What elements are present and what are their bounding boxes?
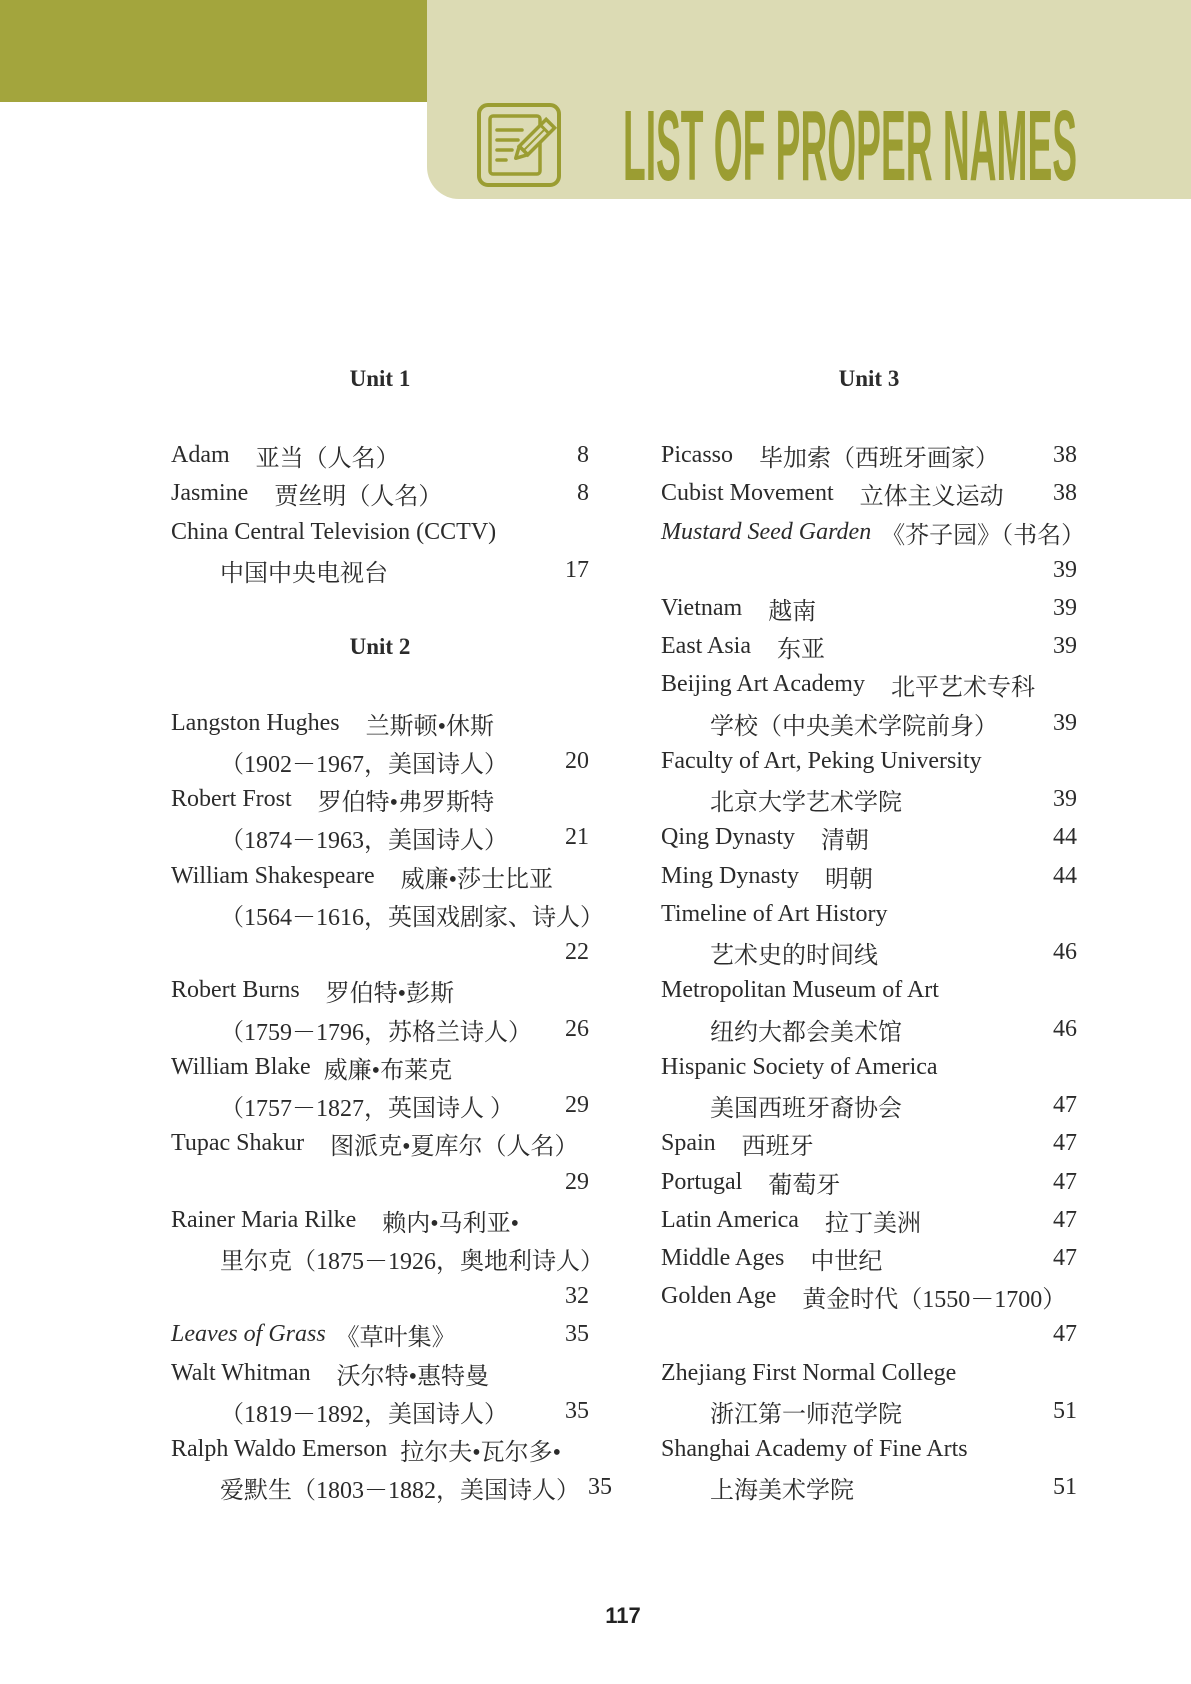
entry-term: Shanghai Academy of Fine Arts xyxy=(661,1436,968,1463)
entry-translation: 中世纪 xyxy=(810,1249,883,1275)
entry-translation: 美国西班牙裔协会 xyxy=(710,1096,902,1123)
entry-row xyxy=(171,1431,589,1469)
entry-term: William Blake xyxy=(171,1053,311,1080)
entry-row xyxy=(171,436,589,474)
entry-term: China Central Television (CCTV) xyxy=(171,518,497,545)
entry-row xyxy=(661,1201,1077,1239)
entry-row-continued xyxy=(661,1316,1077,1354)
entry-translation: 沃尔特•惠特曼 xyxy=(336,1363,489,1390)
entry-row xyxy=(661,895,1077,933)
unit-heading: Unit 3 xyxy=(838,366,900,392)
entry-row xyxy=(171,475,589,513)
entry-term: Robert Burns xyxy=(171,977,300,1004)
entry-row-continued xyxy=(661,1469,1077,1507)
entry-row-continued xyxy=(171,1392,589,1430)
entry-translation: 明朝 xyxy=(825,866,873,893)
entry-row xyxy=(171,1201,589,1239)
entry-row xyxy=(661,1431,1077,1469)
entry-translation: 越南 xyxy=(768,599,817,626)
entry-row xyxy=(661,1278,1077,1316)
entry-row-continued xyxy=(171,742,589,780)
entry-detail: （1902－1967，美国诗人） xyxy=(220,751,508,778)
entry-row xyxy=(171,1048,589,1086)
entry-term: East Asia xyxy=(661,633,751,660)
entry-translation: 东亚 xyxy=(777,637,825,664)
entry-translation: 毕加索（西班牙画家） xyxy=(759,446,999,473)
entry-term: Picasso xyxy=(661,442,733,469)
entry-row xyxy=(661,857,1077,895)
entry-page: 46 xyxy=(1053,1015,1077,1042)
entry-term: Adam xyxy=(171,442,230,469)
entry-term: Spain xyxy=(661,1130,716,1157)
entry-term: Beijing Art Academy xyxy=(661,671,865,698)
entry-translation: 兰斯顿•休斯 xyxy=(365,713,495,740)
entry-translation: 浙江第一师范学院 xyxy=(710,1401,902,1428)
entry-page: 51 xyxy=(1053,1397,1077,1424)
entry-term: Qing Dynasty xyxy=(661,824,795,851)
entry-row xyxy=(661,666,1077,704)
entry-translation: 威廉•莎士比亚 xyxy=(400,866,554,893)
entry-translation: 亚当（人名） xyxy=(255,446,400,473)
entry-detail: 里尔克（1875－1926，奥地利诗人） xyxy=(220,1249,604,1275)
entry-term: Tupac Shakur xyxy=(171,1130,305,1157)
entry-term: Vietnam xyxy=(661,595,743,622)
entry-term: Timeline of Art History xyxy=(661,900,888,927)
entry-row xyxy=(661,1163,1077,1201)
right-column xyxy=(661,360,1086,1507)
entry-term: Middle Ages xyxy=(661,1245,785,1271)
entry-row xyxy=(661,589,1077,627)
entry-page: 35 xyxy=(588,1474,612,1501)
entry-translation: 艺术史的时间线 xyxy=(710,943,878,970)
entry-translation: 赖内•马利亚• xyxy=(382,1210,520,1237)
entry-page: 38 xyxy=(1053,480,1077,507)
entry-detail: 爱默生（1803－1882，美国诗人） xyxy=(220,1478,580,1505)
entry-row xyxy=(661,513,1086,551)
entry-term: Ralph Waldo Emerson xyxy=(171,1436,388,1463)
entry-term: Metropolitan Museum of Art xyxy=(661,977,939,1004)
entry-term: Portugal xyxy=(661,1168,743,1195)
row-spacer xyxy=(171,589,589,627)
entry-term: Rainer Maria Rilke xyxy=(171,1206,357,1233)
entry-page: 47 xyxy=(1053,1130,1077,1157)
entry-row-continued xyxy=(661,934,1077,972)
entry-translation: 上海美术学院 xyxy=(710,1478,854,1505)
entry-page: 47 xyxy=(1053,1206,1077,1233)
entry-detail: （1757－1827，英国诗人 ） xyxy=(220,1096,514,1123)
entry-term: Ming Dynasty xyxy=(661,862,799,889)
entry-row-continued xyxy=(171,1469,612,1507)
entry-detail: （1759－1796，苏格兰诗人） xyxy=(220,1019,532,1046)
entry-translation: 清朝 xyxy=(821,828,869,855)
entry-page: 29 xyxy=(565,1092,589,1119)
entry-translation: 黄金时代（1550－1700） xyxy=(802,1287,1067,1314)
entry-page: 47 xyxy=(1053,1168,1077,1195)
entry-page: 51 xyxy=(1053,1474,1077,1501)
entry-row xyxy=(661,742,1077,780)
entry-page: 44 xyxy=(1053,824,1077,851)
entry-page: 44 xyxy=(1053,862,1077,889)
page-title-text: LIST OF PROPER NAMES xyxy=(623,90,1077,202)
entry-translation: 图派克•夏库尔（人名） xyxy=(330,1134,579,1161)
entry-translation: 拉丁美洲 xyxy=(824,1210,921,1237)
entry-page: 20 xyxy=(565,747,589,774)
entry-row-continued xyxy=(661,704,1077,742)
entry-term: Cubist Movement xyxy=(661,480,834,507)
entry-page: 39 xyxy=(1053,595,1077,622)
entry-page: 47 xyxy=(1053,1245,1077,1271)
entry-row-continued xyxy=(661,1392,1077,1430)
entry-row-continued xyxy=(171,934,589,972)
entry-row xyxy=(171,513,589,551)
row-spacer xyxy=(661,398,1077,436)
entry-detail: （1819－1892，美国诗人） xyxy=(220,1401,508,1428)
entry-page: 32 xyxy=(565,1283,589,1310)
entry-term: Langston Hughes xyxy=(171,709,340,736)
entry-translation: 罗伯特•弗罗斯特 xyxy=(317,790,495,817)
notepad-pencil-icon xyxy=(476,102,562,188)
entry-row-continued xyxy=(171,1010,589,1048)
entry-row-continued xyxy=(171,1278,589,1316)
entry-term: Golden Age xyxy=(661,1283,777,1310)
entry-page: 35 xyxy=(565,1397,589,1424)
entry-term: Robert Frost xyxy=(171,786,292,813)
entry-page: 46 xyxy=(1053,939,1077,966)
entry-page: 22 xyxy=(565,939,589,966)
entry-row xyxy=(661,475,1077,513)
entry-row-continued xyxy=(661,1010,1077,1048)
entry-page: 8 xyxy=(577,442,589,469)
entry-translation: 拉尔夫•瓦尔多• xyxy=(400,1440,562,1467)
entry-page: 39 xyxy=(1053,709,1077,736)
entry-page: 47 xyxy=(1053,1321,1077,1348)
entry-row-continued xyxy=(171,1086,589,1124)
entry-detail: 学校（中央美术学院前身） xyxy=(710,713,998,740)
entry-term: Jasmine xyxy=(171,480,249,507)
entry-translation: 立体主义运动 xyxy=(859,484,1004,511)
entry-page: 26 xyxy=(565,1015,589,1042)
entry-page: 29 xyxy=(565,1168,589,1195)
entry-translation: 西班牙 xyxy=(741,1134,814,1161)
entry-page: 39 xyxy=(1053,786,1077,813)
entry-term: Mustard Seed Garden xyxy=(661,518,872,545)
entry-row xyxy=(171,704,589,742)
entry-detail: （1564－1616，英国戏剧家、诗人） xyxy=(220,904,604,931)
entry-row xyxy=(171,1354,589,1392)
entry-translation: 北平艺术专科 xyxy=(890,675,1035,702)
entry-page: 39 xyxy=(1053,633,1077,660)
entry-row xyxy=(661,972,1077,1010)
row-spacer xyxy=(171,666,589,704)
entry-row-continued xyxy=(171,819,589,857)
entry-row-continued xyxy=(171,551,589,589)
entry-term: Latin America xyxy=(661,1206,799,1233)
entry-term: Faculty of Art, Peking University xyxy=(661,747,982,774)
entry-translation: 中国中央电视台 xyxy=(220,560,388,587)
entry-row xyxy=(171,1125,589,1163)
entry-row xyxy=(171,781,589,819)
entry-row-continued xyxy=(661,781,1077,819)
entry-row xyxy=(661,1125,1077,1163)
page-title xyxy=(623,90,1087,202)
page-number: 117 xyxy=(605,1603,641,1628)
entry-page: 35 xyxy=(565,1321,589,1348)
entry-translation: 北京大学艺术学院 xyxy=(710,790,902,817)
entry-term: William Shakespeare xyxy=(171,862,375,889)
entry-row xyxy=(661,1354,1077,1392)
entry-page: 47 xyxy=(1053,1092,1077,1119)
entry-page: 38 xyxy=(1053,442,1077,469)
entry-row xyxy=(661,628,1077,666)
entry-translation: 《草叶集》 xyxy=(335,1325,456,1352)
row-spacer xyxy=(171,398,589,436)
entry-row xyxy=(171,972,589,1010)
entry-row-continued xyxy=(661,1086,1077,1124)
entry-translation: 葡萄牙 xyxy=(768,1172,841,1199)
entry-row xyxy=(661,436,1077,474)
entry-row xyxy=(661,1048,1077,1086)
entry-row xyxy=(661,1239,1077,1277)
entry-page: 21 xyxy=(565,824,589,851)
entry-row-continued xyxy=(171,895,604,933)
entry-row xyxy=(171,857,589,895)
entry-term: Walt Whitman xyxy=(171,1359,311,1386)
entry-page: 17 xyxy=(565,556,589,583)
entry-detail: （1874－1963，美国诗人） xyxy=(220,828,508,855)
header-band-dark xyxy=(0,0,427,102)
entry-translation: 罗伯特•彭斯 xyxy=(325,981,455,1008)
entry-term: Leaves of Grass xyxy=(171,1321,326,1348)
entry-row xyxy=(661,819,1077,857)
entry-term: Zhejiang First Normal College xyxy=(661,1359,957,1386)
entry-page: 39 xyxy=(1053,556,1077,583)
entry-translation: 贾丝明（人名） xyxy=(274,484,443,511)
entry-translation: 威廉•布莱克 xyxy=(323,1057,453,1084)
unit-heading: Unit 2 xyxy=(349,633,411,659)
entry-row-continued xyxy=(661,551,1077,589)
unit-heading: Unit 1 xyxy=(349,366,411,392)
entry-page: 8 xyxy=(577,480,589,507)
entry-row-continued xyxy=(171,1163,589,1201)
entry-row xyxy=(171,1316,589,1354)
entry-translation: 纽约大都会美术馆 xyxy=(710,1019,902,1046)
entry-term: Hispanic Society of America xyxy=(661,1053,938,1080)
entry-translation: 《芥子园》（书名） xyxy=(881,522,1086,549)
left-column xyxy=(171,360,612,1507)
entry-row-continued xyxy=(171,1239,604,1277)
